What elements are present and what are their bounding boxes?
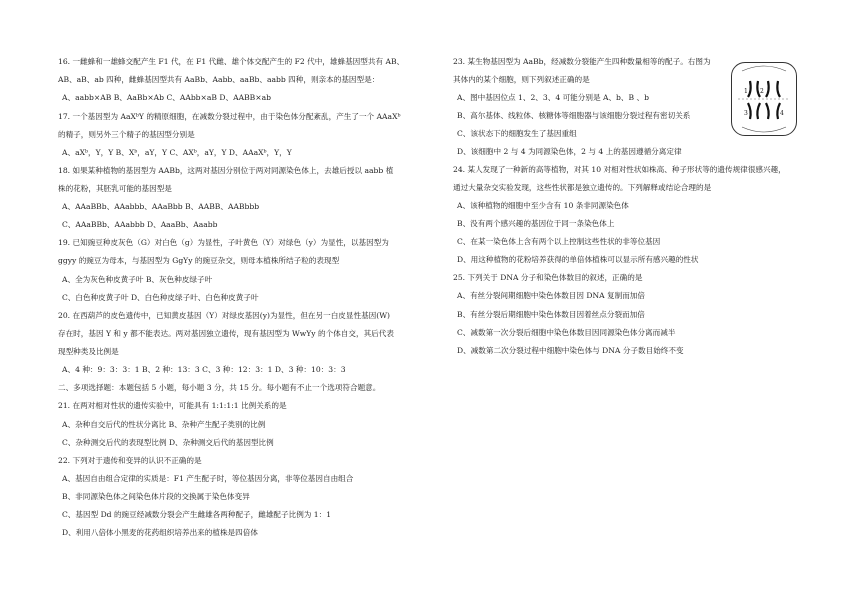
left-line: 16. 一雌蜂和一雄蜂交配产生 F1 代，在 F1 代雌、雄个体交配产生的 F2 代中，雄蜂基因型共有 AB、 xyxy=(58,57,405,66)
right-line: B、没有两个感兴趣的基因位于同一条染色体上 xyxy=(457,219,615,228)
left-line: B、非同源染色体之间染色体片段的交换属于染色体变异 xyxy=(62,492,250,501)
right-line: C、在某一染色体上含有两个以上控制这些性状的非等位基因 xyxy=(457,237,661,246)
left-line: A、杂种自交后代的性状分离比 B、杂种产生配子类别的比例 xyxy=(62,420,266,429)
right-line: A、该种植物的细胞中至少含有 10 条非同源染色体 xyxy=(457,201,629,210)
left-line: C、基因型 Dd 的豌豆经减数分裂会产生雌雄各两种配子，雌雄配子比例为 1：1 xyxy=(62,510,332,519)
left-line: 20. 在西葫芦的皮色遗传中，已知黄皮基因（Y）对绿皮基因(y)为显性，但在另一白皮显性基因(W) xyxy=(58,311,391,320)
left-line: 的精子，则另外三个精子的基因型分别是 xyxy=(58,130,195,139)
left-line: 株的花粉，其胚乳可能的基因型是 xyxy=(58,184,172,193)
right-line: B、高尔基体、线粒体、核糖体等细胞器与该细胞分裂过程有密切关系 xyxy=(457,111,691,120)
right-line: D、减数第二次分裂过程中细胞中染色体与 DNA 分子数目始终不变 xyxy=(457,346,684,355)
left-line: 22. 下列对于遗传和变异的认识不正确的是 xyxy=(58,456,202,465)
right-line: A、图中基因位点 1、2、3、4 可能分别是 A、b、B 、b xyxy=(457,93,649,102)
right-line: A、有丝分裂间期细胞中染色体数目因 DNA 复制而加倍 xyxy=(457,291,645,300)
left-line: 21. 在两对相对性状的遗传实验中，可能具有 1:1:1:1 比例关系的是 xyxy=(58,401,287,410)
left-line: A、4 种：9：3：3：1 B、2 种：13：3 C、3 种：12：3：1 D、3 种：10：3：3 xyxy=(62,365,346,374)
left-line: A、AAaBBb、AAabbb、AAaBbb B、AABB、AABbbb xyxy=(62,202,260,211)
left-line: A、全为灰色种皮黄子叶 B、灰色种皮绿子叶 xyxy=(62,275,213,284)
left-line: 19. 已知豌豆种皮灰色（G）对白色（g）为显性，子叶黄色（Y）对绿色（y）为显性，以基因型为 xyxy=(58,238,389,247)
left-line: ggyy 的豌豆为母本，与基因型为 GgYy 的豌豆杂交，则母本植株所结子粒的表现型 xyxy=(58,256,340,265)
left-line: A、aXᵇ，Y，Y B、Xᵇ，aY，Y C、AXᵇ，aY，Y D、AAaXᵇ，Y，Y xyxy=(62,148,292,157)
left-line: C、白色种皮黄子叶 D、白色种皮绿子叶、白色种皮黄子叶 xyxy=(62,293,259,302)
left-line: A、aabb×AB B、AaBb×Ab C、AAbb×aB D、AABB×ab xyxy=(62,93,271,102)
right-line: 23. 某生物基因型为 AaBb，经减数分裂能产生四种数量相等的配子。右图为 xyxy=(453,57,711,66)
cell-chromosome-figure xyxy=(732,63,796,135)
right-line: 24. 某人发现了一种新的高等植物，对其 10 对相对性状如株高、种子形状等的遗传规律很感兴趣， xyxy=(453,165,786,174)
figure-label-2: 2 xyxy=(760,88,764,95)
right-line: D、该细胞中 2 与 4 为同源染色体，2 与 4 上的基因遵循分离定律 xyxy=(457,147,682,156)
left-line: 18. 如果某种植物的基因型为 AABb，这两对基因分别位于两对同源染色体上，去雄后授以 aabb 植 xyxy=(58,166,394,175)
left-line: C、AAaBBb、AAabbb D、AaaBb、Aaabb xyxy=(62,220,218,229)
left-line: 17. 一个基因型为 AaXᵇY 的精原细胞，在减数分裂过程中，由于染色体分配紊乱，产生了一个 AAaXᵇ xyxy=(58,112,401,121)
left-line: C、杂种测交后代的表现型比例 D、杂种测交后代的基因型比例 xyxy=(62,438,274,447)
right-line: B、有丝分裂后期细胞中染色体数目因着丝点分裂而加倍 xyxy=(457,310,645,319)
left-line: 二、多项选择题：本题包括 5 小题，每小题 3 分，共 15 分。每小题有不止一个选项符合题意。 xyxy=(58,383,381,392)
cell-diagram xyxy=(731,62,797,136)
figure-label-3: 3 xyxy=(744,110,748,117)
right-line: C、该状态下的细胞发生了基因重组 xyxy=(457,129,577,138)
figure-label-1: 1 xyxy=(744,88,748,95)
right-line: D、用这种植物的花粉培养获得的单倍体植株可以显示所有感兴趣的性状 xyxy=(457,255,699,264)
right-line: 其体内的某个细胞，则下列叙述正确的是 xyxy=(453,75,590,84)
left-line: 现型种类及比例是 xyxy=(58,347,119,356)
right-line: C、减数第一次分裂后细胞中染色体数目因同源染色体分离而减半 xyxy=(457,328,676,337)
left-line: D、利用八倍体小黑麦的花药组织培养出来的植株是四倍体 xyxy=(62,528,258,537)
left-line: AB、aB、ab 四种，雌蜂基因型共有 AaBb、Aabb、aaBb、aabb 四种，则亲本的基因型是： xyxy=(58,75,380,84)
right-line: 25. 下列关于 DNA 分子和染色体数目的叙述，正确的是 xyxy=(453,273,643,282)
figure-label-4: 4 xyxy=(780,110,784,117)
left-line: A、基因自由组合定律的实质是：F1 产生配子时，等位基因分离，非等位基因自由组合 xyxy=(62,474,354,483)
right-line: 通过大量杂交实验发现，这些性状都是独立遗传的。下列解释或结论合理的是 xyxy=(453,183,712,192)
left-line: 存在时，基因 Y 和 y 都不能表达。两对基因独立遗传，现有基因型为 WwYy 的个体自交，其后代表 xyxy=(58,329,394,338)
